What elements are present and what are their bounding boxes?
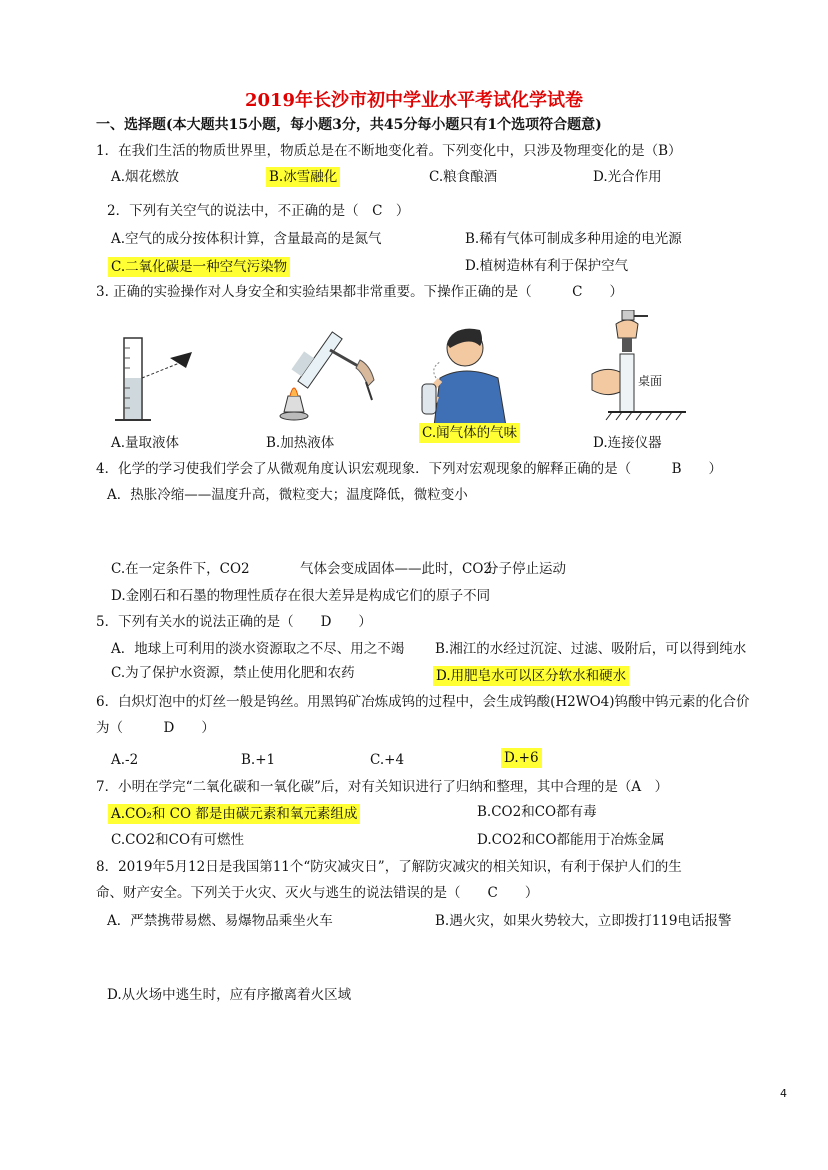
q8-option-a: A．严禁携带易燃、易爆物品乘坐火车 bbox=[107, 913, 333, 929]
q2-option-a: A.空气的成分按体积计算，含量最高的是氮气 bbox=[111, 231, 382, 247]
q2-option-d: D.植树造林有利于保护空气 bbox=[465, 258, 629, 274]
q3-option-d: D.连接仪器 bbox=[593, 435, 662, 451]
q4-option-d: D.金刚石和石墨的物理性质存在很大差异是构成它们的原子不同 bbox=[111, 588, 491, 604]
q6-option-d-answer: D.+6 bbox=[501, 748, 542, 768]
q6-option-a: A.-2 bbox=[111, 752, 139, 768]
q5-option-b: B.湘江的水经过沉淀、过滤、吸附后，可以得到纯水 bbox=[435, 641, 747, 657]
q6-option-c: C.+4 bbox=[370, 752, 405, 768]
q3-option-c-answer: C.闻气体的气味 bbox=[419, 423, 520, 443]
q6-option-b: B.+1 bbox=[241, 752, 276, 768]
q5-option-d-answer: D.用肥皂水可以区分软水和硬水 bbox=[433, 666, 629, 686]
page-title: 2019年长沙市初中学业水平考试化学试卷 bbox=[244, 90, 584, 111]
q4-option-c-part2: 气体会变成固体——此时，CO2 bbox=[300, 561, 492, 577]
page-number: 4 bbox=[780, 1087, 787, 1100]
question-7-stem: 7．小明在学完“二氧化碳和一氧化碳”后，对有关知识进行了归纳和整理，其中合理的是（A ） bbox=[96, 779, 669, 795]
q4-option-c-part3: 分子停止运动 bbox=[485, 561, 566, 577]
question-1-stem: 1．在我们生活的物质世界里，物质总是在不断地变化着。下列变化中，只涉及物理变化的是（B） bbox=[96, 143, 682, 159]
heating-liquid-figure bbox=[270, 320, 380, 430]
question-6-stem-line1: 6．白炽灯泡中的灯丝一般是钨丝。用黑钨矿冶炼成钨的过程中，会生成钨酸(H2WO4)钨酸中钨元素的化合价 bbox=[96, 694, 750, 710]
section-heading: 一、选择题(本大题共15小题，每小题3分，共45分每小题只有1个选项符合题意) bbox=[96, 117, 602, 133]
q8-option-d: D.从火场中逃生时，应有序撤离着火区域 bbox=[107, 987, 352, 1003]
smelling-gas-figure bbox=[410, 318, 520, 428]
question-2-stem: 2．下列有关空气的说法中，不正确的是（ C ） bbox=[107, 203, 410, 219]
q1-option-d: D.光合作用 bbox=[593, 169, 662, 185]
question-8-stem-line2: 命、财产安全。下列关于火灾、灭火与逃生的说法错误的是（ C ） bbox=[96, 885, 539, 901]
question-4-stem: 4．化学的学习使我们学会了从微观角度认识宏观现象．下列对宏观现象的解释正确的是（ B ） bbox=[96, 461, 723, 477]
q2-option-c-answer: C.二氧化碳是一种空气污染物 bbox=[108, 257, 290, 277]
graduated-cylinder-figure bbox=[110, 332, 220, 427]
q3-option-b: B.加热液体 bbox=[266, 435, 335, 451]
desk-label: 桌面 bbox=[638, 374, 663, 388]
q4-option-a: A．热胀冷缩——温度升高，微粒变大；温度降低，微粒变小 bbox=[107, 487, 468, 503]
q5-option-c: C.为了保护水资源，禁止使用化肥和农药 bbox=[111, 665, 355, 681]
q3-option-a: A.量取液体 bbox=[111, 435, 180, 451]
q2-option-b: B.稀有气体可制成多种用途的电光源 bbox=[465, 231, 682, 247]
connecting-instrument-figure bbox=[586, 310, 686, 425]
q7-option-c: C.CO2和CO有可燃性 bbox=[111, 832, 245, 848]
q7-option-a-answer: A.CO₂和 CO 都是由碳元素和氧元素组成 bbox=[108, 804, 360, 824]
q7-option-b: B.CO2和CO都有毒 bbox=[477, 804, 597, 820]
q1-option-b-answer: B.冰雪融化 bbox=[266, 167, 340, 187]
q8-option-b: B.遇火灾，如果火势较大，立即拨打119电话报警 bbox=[435, 913, 732, 929]
q7-option-d: D.CO2和CO都能用于冶炼金属 bbox=[477, 832, 665, 848]
question-6-stem-line2: 为（ D ） bbox=[96, 720, 215, 736]
q1-option-a: A.烟花燃放 bbox=[111, 169, 180, 185]
question-3-stem: 3. 正确的实验操作对人身安全和实验结果都非常重要。下操作正确的是（ C ） bbox=[96, 284, 623, 300]
question-5-stem: 5．下列有关水的说法正确的是（ D ） bbox=[96, 614, 372, 630]
q4-option-c-part1: C.在一定条件下，CO2 bbox=[111, 561, 250, 577]
q1-option-c: C.粮食酿酒 bbox=[429, 169, 498, 185]
question-8-stem-line1: 8．2019年5月12日是我国第11个“防灾减灾日”，了解防灾减灾的相关知识，有利于保护人们的生 bbox=[96, 859, 682, 875]
q5-option-a: A．地球上可利用的淡水资源取之不尽、用之不竭 bbox=[111, 641, 405, 657]
